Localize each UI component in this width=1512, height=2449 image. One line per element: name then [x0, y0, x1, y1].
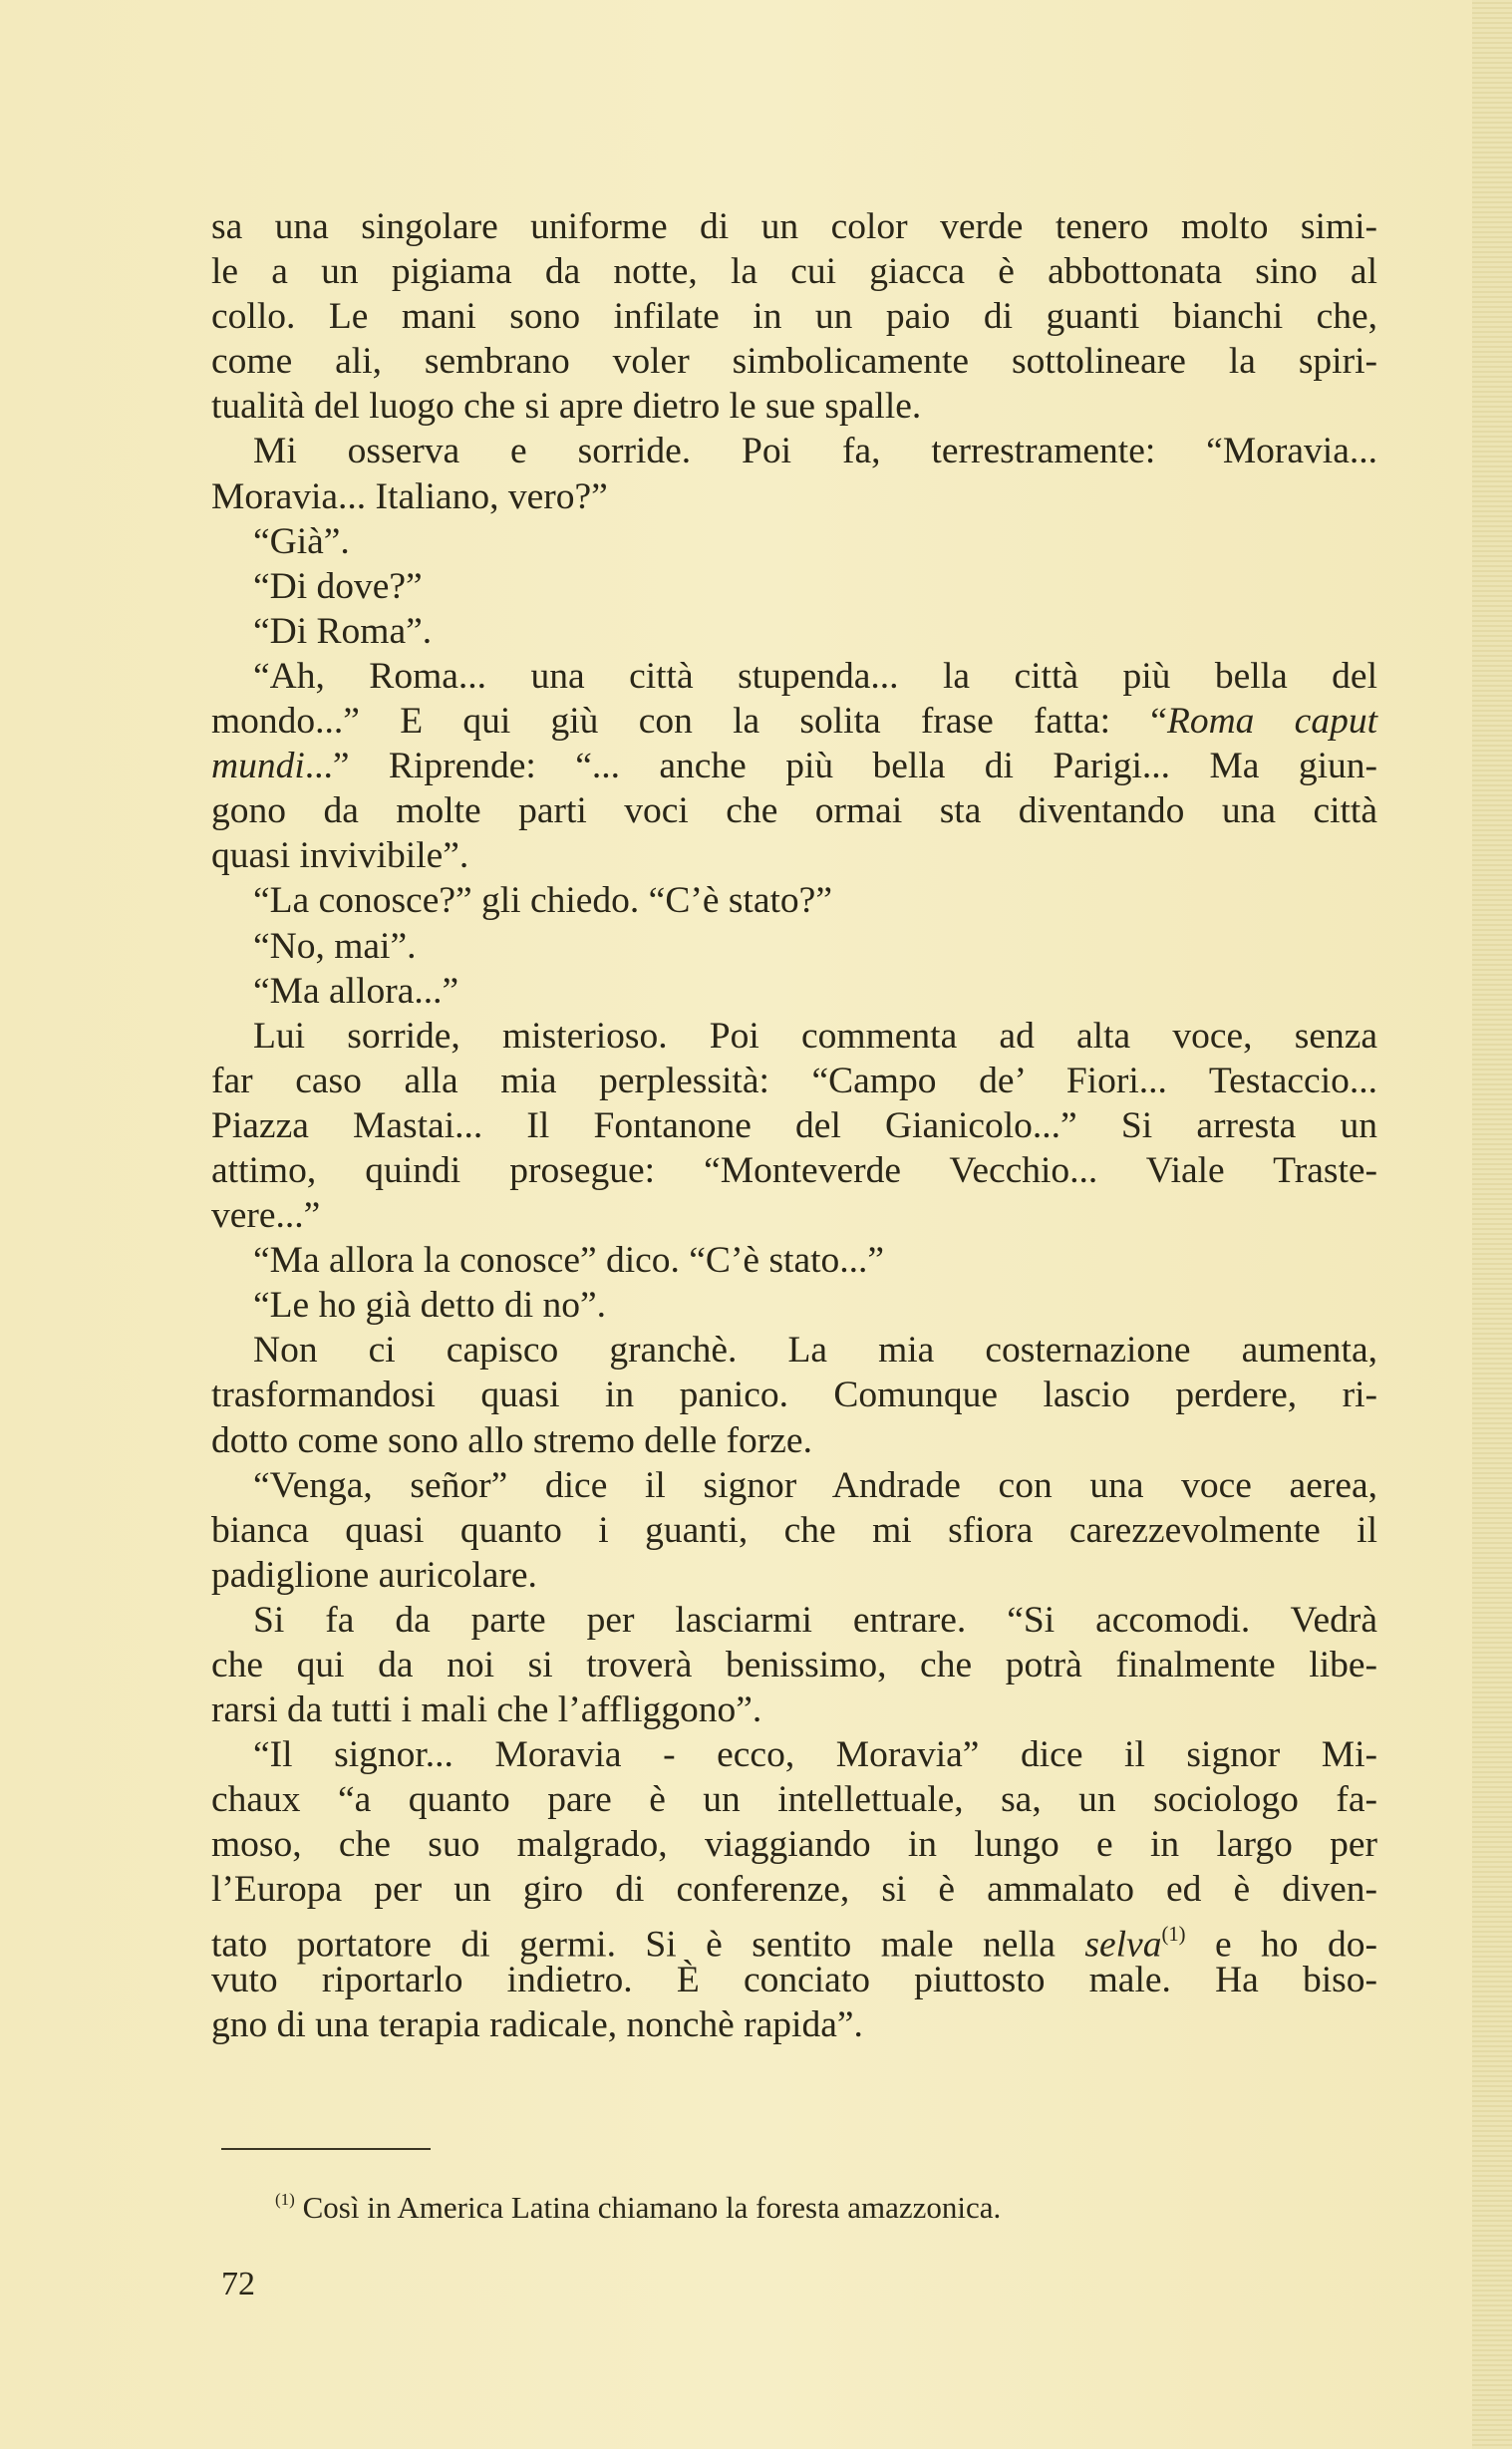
text-line: “Il signor... Moravia - ecco, Moravia” dice il signor Mi-	[253, 1734, 1377, 1776]
text-line: vuto riportarlo indietro. È conciato piuttosto male. Ha biso-	[211, 1959, 1377, 2000]
text-line: rarsi da tutti i mali che l’affliggono”.	[211, 1689, 762, 1731]
text-line: Non ci capisco granchè. La mia costernazione aumenta,	[253, 1330, 1377, 1372]
text-line: dotto come sono allo stremo delle forze.	[211, 1419, 812, 1461]
text-line: sa una singolare uniforme di un color verde tenero molto simi-	[211, 206, 1377, 247]
text-line: tato portatore di germi. Si è sentito male nella selva$^{(1)}$ e ho do-	[211, 1923, 1377, 1966]
text-line: Moravia... Italiano, vero?”	[211, 475, 608, 517]
text-line: Si fa da parte per lasciarmi entrare. “Si accomodi. Vedrà	[253, 1599, 1377, 1641]
text-line: Piazza Mastai... Il Fontanone del Gianicolo...” Si arresta un	[211, 1104, 1377, 1146]
text-line: vere...”	[211, 1195, 321, 1237]
text-line: Lui sorride, misterioso. Poi commenta ad alta voce, senza	[253, 1015, 1377, 1057]
text-line: chaux “a quanto pare è un intellettuale, sa, un sociologo fa-	[211, 1779, 1377, 1821]
text-line: “La conosce?” gli chiedo. “C’è stato?”	[253, 880, 832, 922]
text-line: che qui da noi si troverà benissimo, che potrà finalmente libe-	[211, 1645, 1377, 1685]
footnote-marker: (1)	[275, 2190, 295, 2209]
body-text	[211, 204, 1377, 2047]
text-line: padiglione auricolare.	[211, 1554, 537, 1596]
footnote	[275, 2180, 1001, 2228]
text-line: tualità del luogo che si apre dietro le sue spalle.	[211, 386, 922, 428]
text-line: bianca quasi quanto i guanti, che mi sfiora carezzevolmente il	[211, 1509, 1377, 1551]
text-line: come ali, sembrano voler simbolicamente sottolineare la spiri-	[211, 341, 1377, 383]
text-line: quasi invivibile”.	[211, 835, 469, 877]
text-line: “Di dove?”	[253, 565, 423, 607]
page-edge	[1472, 0, 1512, 2449]
footnote-separator	[221, 2148, 431, 2150]
page-number: 72	[221, 2266, 255, 2302]
text-line: le a un pigiama da notte, la cui giacca è abbottonata sino al	[211, 251, 1377, 293]
text-line: mondo...” E qui giù con la solita frase fatta: “Roma caput	[211, 701, 1377, 743]
text-line: Mi osserva e sorride. Poi fa, terrestramente: “Moravia...	[253, 431, 1377, 472]
text-line: “Ma allora la conosce” dico. “C’è stato...”	[253, 1240, 885, 1282]
text-line: moso, che suo malgrado, viaggiando in lungo e in largo per	[211, 1824, 1377, 1866]
text-line: “Già”.	[253, 520, 350, 562]
text-line: gono da molte parti voci che ormai sta diventando una città	[211, 790, 1377, 832]
text-line: far caso alla mia perplessità: “Campo de’ Fiori... Testaccio...	[211, 1060, 1377, 1101]
text-line: “Venga, señor” dice il signor Andrade con una voce aerea,	[253, 1464, 1377, 1506]
text-line: attimo, quindi prosegue: “Monteverde Vecchio... Viale Traste-	[211, 1149, 1377, 1191]
text-line: gno di una terapia radicale, nonchè rapida”.	[211, 2003, 863, 2045]
text-line: trasformandosi quasi in panico. Comunque lascio perdere, ri-	[211, 1375, 1377, 1416]
text-line: “Di Roma”.	[253, 610, 433, 652]
text-line: “Ma allora...”	[253, 970, 459, 1012]
text-line: collo. Le mani sono infilate in un paio di guanti bianchi che,	[211, 296, 1377, 338]
text-line: “No, mai”.	[253, 925, 417, 967]
footnote-text: Così in America Latina chiamano la foresta amazzonica.	[302, 2189, 1002, 2225]
text-line: “Ah, Roma... una città stupenda... la città più bella del	[253, 655, 1377, 697]
text-line: “Le ho già detto di no”.	[253, 1285, 607, 1327]
text-line: l’Europa per un giro di conferenze, si è ammalato ed è diven-	[211, 1869, 1377, 1911]
text-line: mundi...” Riprende: “... anche più bella di Parigi... Ma giun-	[211, 746, 1377, 787]
